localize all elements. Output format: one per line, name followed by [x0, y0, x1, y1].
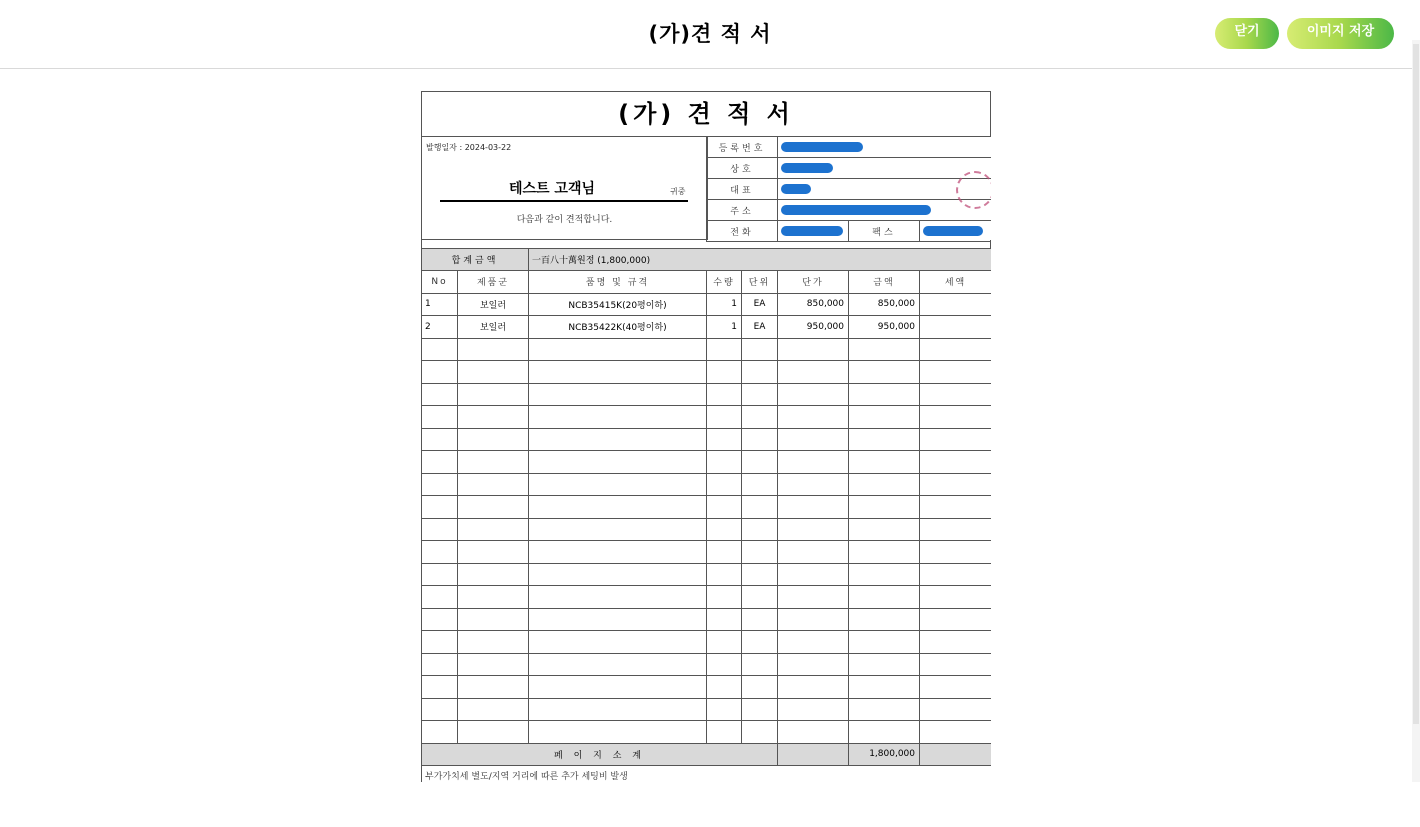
empty-cell	[458, 496, 529, 519]
customer-note: 다음과 같이 견적합니다.	[516, 215, 613, 225]
empty-cell	[458, 563, 529, 586]
subtotal-value: 1,800,000	[849, 743, 920, 766]
empty-cell	[742, 721, 778, 744]
empty-cell	[778, 608, 849, 631]
empty-cell	[707, 518, 742, 541]
empty-cell	[529, 451, 707, 474]
total-label: 합계금액	[422, 249, 529, 271]
vertical-scrollbar[interactable]	[1412, 40, 1420, 782]
empty-cell	[849, 676, 920, 699]
empty-cell	[920, 541, 992, 564]
empty-cell	[529, 676, 707, 699]
empty-cell	[529, 496, 707, 519]
empty-cell	[920, 653, 992, 676]
redaction-mark	[781, 205, 931, 215]
empty-cell	[778, 631, 849, 654]
empty-cell	[742, 496, 778, 519]
empty-row	[422, 698, 992, 721]
empty-cell	[742, 338, 778, 361]
empty-cell	[422, 518, 458, 541]
empty-cell	[422, 586, 458, 609]
empty-cell	[742, 698, 778, 721]
empty-cell	[778, 428, 849, 451]
empty-cell	[422, 563, 458, 586]
empty-cell	[742, 518, 778, 541]
empty-row	[422, 631, 992, 654]
subtotal-label: 페 이 지 소 계	[422, 743, 778, 766]
empty-cell	[849, 518, 920, 541]
empty-cell	[529, 586, 707, 609]
empty-cell	[529, 406, 707, 429]
items-table	[421, 248, 991, 782]
empty-cell	[529, 698, 707, 721]
empty-cell	[529, 518, 707, 541]
empty-cell	[458, 428, 529, 451]
empty-cell	[849, 563, 920, 586]
empty-cell	[920, 676, 992, 699]
empty-cell	[920, 406, 992, 429]
cell-price: 850,000	[778, 293, 849, 316]
empty-cell	[707, 428, 742, 451]
cell-qty: 1	[707, 316, 742, 339]
address-label: 주소	[707, 200, 778, 221]
cell-name: NCB35415K(20평이하)	[529, 293, 707, 316]
cell-amount: 950,000	[849, 316, 920, 339]
empty-row	[422, 586, 992, 609]
cell-amount: 850,000	[849, 293, 920, 316]
empty-cell	[422, 541, 458, 564]
empty-cell	[707, 698, 742, 721]
empty-row	[422, 406, 992, 429]
empty-cell	[778, 541, 849, 564]
empty-cell	[422, 608, 458, 631]
column-header-row	[422, 271, 992, 294]
company-value	[778, 158, 992, 179]
empty-cell	[849, 698, 920, 721]
estimate-document	[421, 91, 991, 782]
empty-cell	[920, 698, 992, 721]
empty-cell	[707, 631, 742, 654]
empty-cell	[422, 676, 458, 699]
reg-no-label: 등록번호	[707, 137, 778, 158]
ceo-label: 대표	[707, 179, 778, 200]
empty-cell	[742, 361, 778, 384]
empty-cell	[422, 451, 458, 474]
empty-cell	[920, 586, 992, 609]
company-seal-stamp	[956, 171, 991, 209]
empty-cell	[849, 721, 920, 744]
cell-price: 950,000	[778, 316, 849, 339]
empty-cell	[458, 361, 529, 384]
empty-cell	[707, 383, 742, 406]
cell-no: 1	[422, 293, 458, 316]
cell-tax	[920, 293, 992, 316]
cell-unit: EA	[742, 293, 778, 316]
empty-cell	[458, 383, 529, 406]
empty-cell	[529, 541, 707, 564]
empty-cell	[849, 361, 920, 384]
empty-cell	[707, 451, 742, 474]
empty-cell	[529, 653, 707, 676]
fax-label: 팩스	[849, 221, 920, 242]
customer-suffix: 귀중	[670, 187, 686, 196]
empty-row	[422, 361, 992, 384]
empty-cell	[458, 676, 529, 699]
empty-cell	[920, 631, 992, 654]
cell-no: 2	[422, 316, 458, 339]
empty-cell	[458, 631, 529, 654]
footnote-row	[422, 766, 992, 783]
empty-cell	[707, 721, 742, 744]
customer-underline	[440, 200, 688, 202]
customer-box	[421, 136, 708, 240]
reg-no-value	[778, 137, 992, 158]
empty-cell	[778, 721, 849, 744]
empty-cell	[422, 631, 458, 654]
empty-cell	[422, 406, 458, 429]
empty-cell	[529, 631, 707, 654]
empty-cell	[529, 383, 707, 406]
redaction-mark	[781, 163, 833, 173]
empty-cell	[849, 473, 920, 496]
customer-name: 테스트 고객님	[508, 181, 596, 197]
empty-cell	[920, 721, 992, 744]
top-bar	[0, 0, 1420, 69]
empty-cell	[422, 698, 458, 721]
table-row	[422, 293, 992, 316]
empty-cell	[707, 653, 742, 676]
save-image-button[interactable]: 이미지 저장	[1287, 18, 1394, 49]
empty-cell	[778, 586, 849, 609]
empty-cell	[422, 721, 458, 744]
empty-row	[422, 541, 992, 564]
empty-cell	[778, 496, 849, 519]
redaction-mark	[781, 184, 811, 194]
empty-cell	[422, 383, 458, 406]
empty-cell	[778, 563, 849, 586]
empty-cell	[742, 608, 778, 631]
empty-cell	[707, 338, 742, 361]
empty-cell	[920, 473, 992, 496]
empty-cell	[849, 451, 920, 474]
empty-cell	[529, 473, 707, 496]
empty-cell	[422, 428, 458, 451]
empty-cell	[849, 586, 920, 609]
empty-cell	[778, 698, 849, 721]
empty-cell	[742, 631, 778, 654]
empty-cell	[849, 653, 920, 676]
cell-name: NCB35422K(40평이하)	[529, 316, 707, 339]
empty-cell	[742, 451, 778, 474]
empty-row	[422, 676, 992, 699]
empty-cell	[742, 428, 778, 451]
empty-cell	[458, 406, 529, 429]
empty-cell	[849, 608, 920, 631]
redaction-mark	[781, 226, 843, 236]
empty-cell	[707, 608, 742, 631]
empty-cell	[458, 338, 529, 361]
empty-cell	[707, 406, 742, 429]
column-header: 수량	[707, 271, 742, 294]
empty-cell	[707, 676, 742, 699]
empty-cell	[707, 361, 742, 384]
redaction-mark	[923, 226, 983, 236]
empty-cell	[529, 563, 707, 586]
empty-cell	[529, 338, 707, 361]
empty-cell	[849, 383, 920, 406]
empty-cell	[920, 361, 992, 384]
address-value	[778, 200, 992, 221]
page-title: (가)견 적 서	[648, 22, 772, 46]
empty-cell	[920, 338, 992, 361]
empty-row	[422, 721, 992, 744]
empty-cell	[778, 383, 849, 406]
empty-cell	[458, 518, 529, 541]
empty-cell	[778, 406, 849, 429]
empty-cell	[529, 361, 707, 384]
column-header: 금액	[849, 271, 920, 294]
empty-cell	[529, 608, 707, 631]
subtotal-row	[422, 743, 992, 766]
empty-cell	[778, 361, 849, 384]
empty-row	[422, 451, 992, 474]
empty-cell	[849, 406, 920, 429]
column-header: 단가	[778, 271, 849, 294]
cell-unit: EA	[742, 316, 778, 339]
redaction-mark	[781, 142, 863, 152]
empty-cell	[742, 406, 778, 429]
empty-cell	[920, 383, 992, 406]
empty-cell	[458, 451, 529, 474]
empty-cell	[849, 428, 920, 451]
empty-cell	[742, 541, 778, 564]
issue-date: 발행일자 : 2024-03-22	[426, 143, 512, 152]
empty-cell	[707, 586, 742, 609]
empty-cell	[849, 631, 920, 654]
empty-cell	[458, 586, 529, 609]
empty-row	[422, 653, 992, 676]
fax-value	[920, 221, 992, 242]
empty-cell	[529, 428, 707, 451]
empty-cell	[778, 473, 849, 496]
empty-cell	[458, 541, 529, 564]
empty-cell	[458, 653, 529, 676]
empty-cell	[707, 473, 742, 496]
empty-cell	[742, 563, 778, 586]
empty-cell	[742, 676, 778, 699]
subtotal-blank	[778, 743, 849, 766]
empty-cell	[742, 653, 778, 676]
total-value: 一百八十萬원정 (1,800,000)	[529, 249, 992, 271]
supplier-table	[706, 136, 991, 242]
column-header: 세액	[920, 271, 992, 294]
column-header: 제품군	[458, 271, 529, 294]
empty-cell	[458, 698, 529, 721]
empty-cell	[422, 653, 458, 676]
phone-value	[778, 221, 849, 242]
empty-cell	[422, 496, 458, 519]
empty-cell	[849, 541, 920, 564]
cell-qty: 1	[707, 293, 742, 316]
empty-row	[422, 496, 992, 519]
document-title: (가) 견 적 서	[421, 91, 991, 137]
empty-row	[422, 608, 992, 631]
empty-cell	[920, 563, 992, 586]
empty-cell	[707, 496, 742, 519]
footnote: 부가가치세 별도/지역 거리에 따른 추가 세팅비 발생	[422, 766, 992, 783]
subtotal-tax	[920, 743, 992, 766]
table-row	[422, 316, 992, 339]
empty-cell	[920, 428, 992, 451]
empty-row	[422, 563, 992, 586]
empty-cell	[920, 496, 992, 519]
empty-cell	[458, 608, 529, 631]
empty-cell	[529, 721, 707, 744]
empty-cell	[707, 541, 742, 564]
cell-tax	[920, 316, 992, 339]
phone-label: 전화	[707, 221, 778, 242]
column-header: 품명 및 규격	[529, 271, 707, 294]
empty-cell	[849, 338, 920, 361]
scrollbar-thumb[interactable]	[1413, 44, 1419, 724]
empty-row	[422, 428, 992, 451]
cell-group: 보일러	[458, 293, 529, 316]
empty-cell	[778, 338, 849, 361]
empty-cell	[422, 338, 458, 361]
empty-cell	[778, 653, 849, 676]
empty-cell	[422, 361, 458, 384]
empty-cell	[458, 721, 529, 744]
empty-row	[422, 518, 992, 541]
close-button[interactable]: 닫기	[1215, 18, 1279, 49]
empty-cell	[920, 451, 992, 474]
empty-cell	[778, 518, 849, 541]
empty-cell	[778, 451, 849, 474]
empty-cell	[742, 586, 778, 609]
empty-cell	[778, 676, 849, 699]
empty-cell	[742, 473, 778, 496]
empty-cell	[920, 518, 992, 541]
company-label: 상호	[707, 158, 778, 179]
column-header: 단위	[742, 271, 778, 294]
column-header: No	[422, 271, 458, 294]
cell-group: 보일러	[458, 316, 529, 339]
empty-cell	[422, 473, 458, 496]
empty-cell	[742, 383, 778, 406]
empty-cell	[458, 473, 529, 496]
empty-cell	[707, 563, 742, 586]
empty-row	[422, 338, 992, 361]
empty-cell	[920, 608, 992, 631]
empty-cell	[849, 496, 920, 519]
empty-row	[422, 383, 992, 406]
empty-row	[422, 473, 992, 496]
total-row	[422, 249, 992, 271]
